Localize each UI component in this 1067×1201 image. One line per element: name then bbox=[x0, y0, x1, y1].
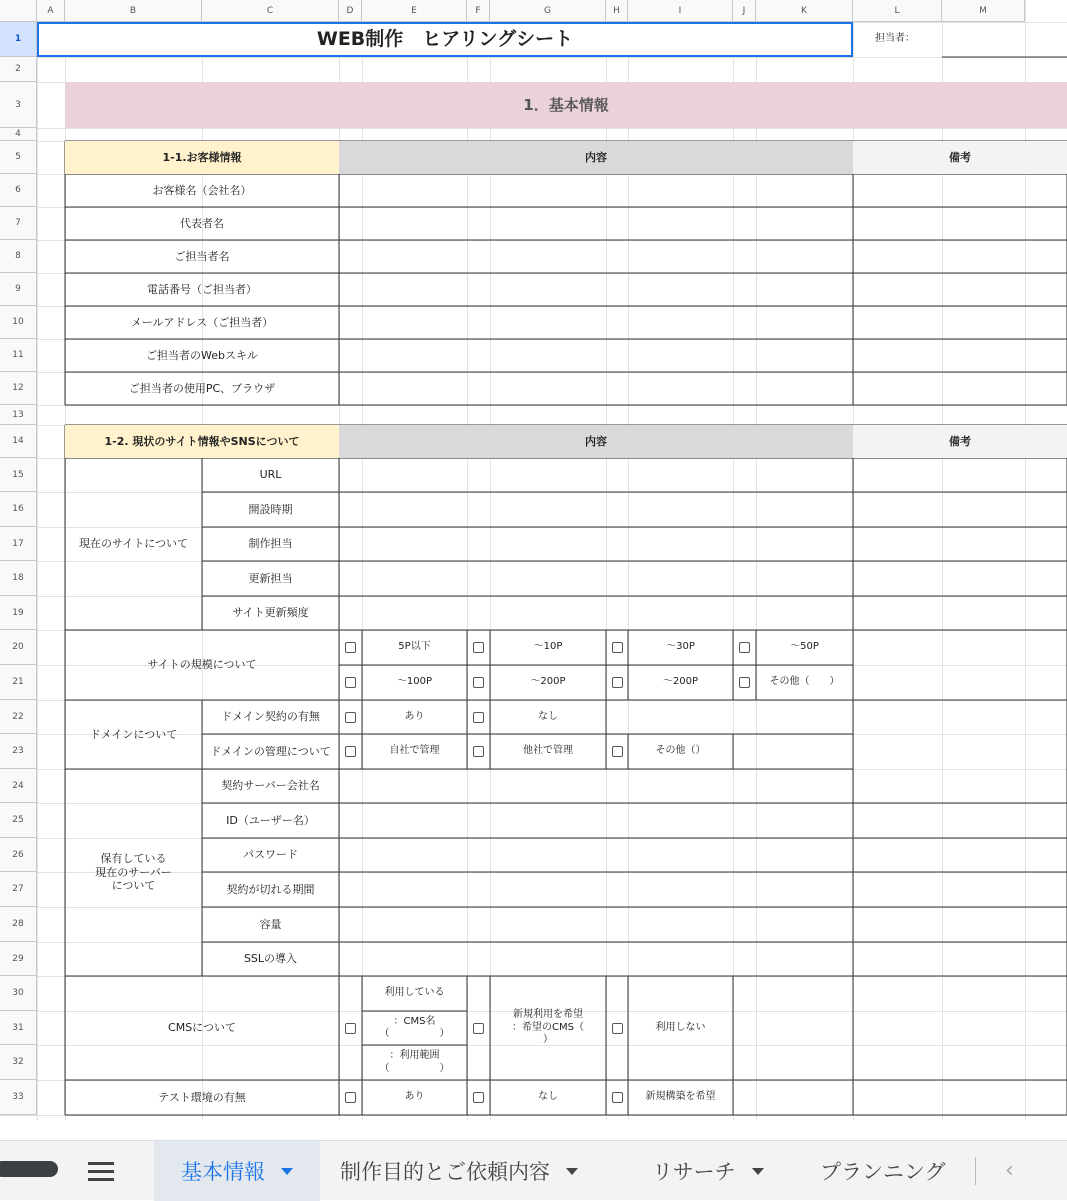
checkbox[interactable] bbox=[612, 1092, 623, 1103]
checkbox[interactable] bbox=[345, 712, 356, 723]
chevron-down-icon[interactable] bbox=[281, 1168, 293, 1175]
row-header[interactable]: 33 bbox=[0, 1080, 37, 1115]
domain-contract-label-text: ドメイン契約の有無 bbox=[221, 710, 320, 724]
row-header[interactable]: 14 bbox=[0, 425, 37, 458]
column-header[interactable]: K bbox=[756, 0, 853, 22]
tab-label: 基本情報 bbox=[181, 1160, 265, 1184]
tab-planning[interactable] bbox=[820, 1141, 946, 1201]
current-site-item[interactable] bbox=[202, 458, 339, 492]
row-header[interactable]: 5 bbox=[0, 141, 37, 174]
current-site-item[interactable] bbox=[202, 561, 339, 596]
all-sheets-menu-icon[interactable] bbox=[88, 1160, 114, 1182]
current-site-label[interactable] bbox=[65, 458, 202, 630]
domain-manage-option[interactable] bbox=[490, 734, 606, 769]
row-header[interactable]: 9 bbox=[0, 273, 37, 306]
cms-new-text: 新規利用を希望 ：希望のCMS（ ） bbox=[512, 1009, 584, 1046]
customer-field-notes[interactable] bbox=[853, 273, 1067, 306]
row-header[interactable]: 28 bbox=[0, 907, 37, 942]
column-header[interactable]: J bbox=[733, 0, 756, 22]
tab-label: 制作目的とご依頼内容 bbox=[340, 1160, 550, 1184]
test-env-label[interactable] bbox=[65, 1080, 339, 1115]
customer-field-notes[interactable] bbox=[853, 207, 1067, 240]
server-item-text: 契約サーバー会社名 bbox=[221, 779, 320, 793]
tab-label: プランニング bbox=[820, 1160, 946, 1184]
row-header[interactable]: 32 bbox=[0, 1045, 37, 1080]
cms-none-text: 利用しない bbox=[655, 1021, 706, 1033]
row-header[interactable]: 21 bbox=[0, 665, 37, 700]
cms-scope-text: ：利用範囲 （ ） bbox=[379, 1050, 450, 1074]
row-header[interactable]: 7 bbox=[0, 207, 37, 240]
customer-field-input[interactable] bbox=[339, 273, 853, 306]
current-site-item[interactable] bbox=[202, 527, 339, 561]
scale-option-text: 〜10P bbox=[533, 641, 563, 653]
customer-field-notes[interactable] bbox=[853, 174, 1067, 207]
domain-manage-option[interactable] bbox=[628, 734, 733, 769]
row-header[interactable]: 12 bbox=[0, 372, 37, 405]
test-option[interactable] bbox=[362, 1080, 467, 1115]
row-header[interactable]: 20 bbox=[0, 630, 37, 665]
domain-contract-option-text: あり bbox=[404, 710, 425, 722]
domain-label[interactable] bbox=[65, 700, 202, 769]
content-header[interactable] bbox=[339, 141, 853, 174]
customer-field-label-text: 代表者名 bbox=[180, 216, 224, 230]
notes-header[interactable] bbox=[853, 425, 1067, 458]
checkbox[interactable] bbox=[612, 746, 623, 757]
checkbox[interactable] bbox=[345, 1023, 356, 1034]
current-site-label-text: 現在のサイトについて bbox=[78, 537, 188, 551]
row-header[interactable]: 1 bbox=[0, 22, 37, 57]
customer-field-label[interactable] bbox=[65, 372, 339, 405]
sheet-title[interactable] bbox=[37, 22, 853, 57]
content-header-text: 内容 bbox=[585, 150, 607, 164]
domain-contract-option[interactable] bbox=[362, 700, 467, 734]
row-header[interactable]: 8 bbox=[0, 240, 37, 273]
customer-header-text: 1-1.お客様情報 bbox=[162, 150, 242, 164]
server-item[interactable] bbox=[202, 803, 339, 838]
customer-field-label[interactable] bbox=[65, 207, 339, 240]
assignee-label-text: 担当者： bbox=[875, 33, 915, 45]
section-title-text: 1．基本情報 bbox=[523, 95, 609, 114]
current-site-item[interactable] bbox=[202, 492, 339, 527]
server-label-text: 保有している 現在のサーバー について bbox=[95, 851, 172, 893]
scale-option[interactable] bbox=[490, 665, 606, 700]
scroll-left-icon[interactable]: ‹ bbox=[1005, 1158, 1014, 1183]
customer-field-notes[interactable] bbox=[853, 339, 1067, 372]
content-header-text: 内容 bbox=[585, 434, 607, 448]
row-header[interactable]: 26 bbox=[0, 838, 37, 872]
scale-option-text: 〜100P bbox=[396, 676, 433, 688]
domain-contract-option[interactable] bbox=[490, 700, 606, 734]
notes-header[interactable] bbox=[853, 141, 1067, 174]
chevron-down-icon[interactable] bbox=[566, 1168, 578, 1175]
domain-manage-label[interactable] bbox=[202, 734, 339, 769]
customer-header[interactable] bbox=[65, 141, 339, 174]
column-header[interactable]: I bbox=[628, 0, 733, 22]
column-header[interactable]: D bbox=[339, 0, 362, 22]
checkbox[interactable] bbox=[612, 677, 623, 688]
customer-field-label-text: メールアドレス（ご担当者） bbox=[130, 315, 274, 329]
scale-option[interactable] bbox=[490, 630, 606, 665]
checkbox[interactable] bbox=[739, 677, 750, 688]
content-header[interactable] bbox=[339, 425, 853, 458]
customer-field-label-text: ご担当者の使用PC、ブラウザ bbox=[128, 381, 276, 395]
row-header[interactable]: 25 bbox=[0, 803, 37, 838]
cms-name-text: ：CMS名 （ ） bbox=[379, 1015, 450, 1039]
row-header[interactable]: 16 bbox=[0, 492, 37, 527]
scale-option[interactable] bbox=[362, 665, 467, 700]
site-scale-label-text: サイトの規模について bbox=[147, 658, 257, 672]
cms-using[interactable] bbox=[362, 976, 467, 1011]
row-header[interactable]: 30 bbox=[0, 976, 37, 1011]
customer-field-input[interactable] bbox=[339, 240, 853, 273]
cms-scope[interactable] bbox=[362, 1045, 467, 1080]
server-item-text: 契約が切れる期間 bbox=[226, 882, 315, 896]
section-title[interactable] bbox=[65, 82, 1067, 128]
scrollbar-thumb[interactable] bbox=[0, 1161, 58, 1177]
customer-field-label-text: 電話番号（ご担当者） bbox=[147, 282, 257, 296]
customer-field-label-text: ご担当者のWebスキル bbox=[146, 348, 258, 362]
row-header[interactable]: 2 bbox=[0, 57, 37, 82]
sheet-tab-bar bbox=[0, 1140, 1067, 1200]
assignee-label[interactable] bbox=[853, 22, 942, 57]
test-option-text: なし bbox=[538, 1091, 558, 1103]
select-all-corner[interactable] bbox=[0, 0, 37, 22]
column-header[interactable]: A bbox=[37, 0, 65, 22]
site-header[interactable] bbox=[65, 425, 339, 458]
scale-option[interactable] bbox=[628, 665, 733, 700]
server-item-text: SSLの導入 bbox=[243, 952, 298, 966]
cms-name[interactable] bbox=[362, 1011, 467, 1045]
cms-none[interactable] bbox=[628, 976, 733, 1080]
test-option-text: あり bbox=[404, 1091, 425, 1103]
row-header[interactable]: 6 bbox=[0, 174, 37, 207]
tab-divider bbox=[975, 1157, 976, 1185]
scale-option-text: 〜200P bbox=[530, 676, 566, 688]
domain-manage-option-text: その他（） bbox=[655, 745, 706, 757]
checkbox[interactable] bbox=[739, 642, 750, 653]
server-label[interactable] bbox=[65, 769, 202, 976]
checkbox[interactable] bbox=[473, 677, 484, 688]
current-site-item-text: 開設時期 bbox=[248, 502, 293, 516]
domain-manage-option-text: 自社で管理 bbox=[389, 745, 440, 757]
customer-field-input[interactable] bbox=[339, 339, 853, 372]
tab-purpose[interactable] bbox=[340, 1141, 578, 1201]
column-header[interactable]: L bbox=[853, 0, 942, 22]
row-header[interactable]: 31 bbox=[0, 1011, 37, 1045]
test-option[interactable] bbox=[490, 1080, 606, 1115]
cms-label[interactable] bbox=[65, 976, 339, 1080]
customer-field-label[interactable] bbox=[65, 339, 339, 372]
customer-field-label[interactable] bbox=[65, 240, 339, 273]
row-header[interactable]: 23 bbox=[0, 734, 37, 769]
checkbox[interactable] bbox=[473, 1092, 484, 1103]
checkbox[interactable] bbox=[345, 746, 356, 757]
notes-header-text: 備考 bbox=[949, 434, 971, 448]
scale-option-text: 〜200P bbox=[662, 676, 699, 688]
scale-option-text: 〜50P bbox=[790, 641, 819, 653]
current-site-item-text: サイト更新頻度 bbox=[232, 606, 309, 620]
row-header[interactable]: 22 bbox=[0, 700, 37, 734]
test-env-label-text: テスト環境の有無 bbox=[158, 1090, 246, 1104]
current-site-item[interactable] bbox=[202, 596, 339, 630]
scale-option[interactable] bbox=[362, 630, 467, 665]
server-item-text: パスワード bbox=[243, 848, 298, 862]
column-header[interactable]: M bbox=[942, 0, 1025, 22]
customer-field-notes[interactable] bbox=[853, 240, 1067, 273]
server-item-text: ID（ユーザー名） bbox=[226, 813, 315, 827]
row-header[interactable]: 27 bbox=[0, 872, 37, 907]
row-header[interactable]: 17 bbox=[0, 527, 37, 561]
row-header[interactable]: 29 bbox=[0, 942, 37, 976]
scale-option-text: 〜30P bbox=[666, 641, 695, 653]
customer-field-label[interactable] bbox=[65, 273, 339, 306]
current-site-item-text: 更新担当 bbox=[248, 571, 293, 585]
notes-header-text: 備考 bbox=[949, 150, 971, 164]
row-header[interactable]: 24 bbox=[0, 769, 37, 803]
checkbox[interactable] bbox=[473, 642, 484, 653]
row-header[interactable]: 3 bbox=[0, 82, 37, 128]
domain-contract-option-text: なし bbox=[538, 710, 558, 722]
domain-label-text: ドメインについて bbox=[89, 727, 178, 741]
row-header[interactable]: 15 bbox=[0, 458, 37, 492]
site-header-text: 1-2. 現状のサイト情報やSNSについて bbox=[104, 434, 300, 448]
customer-field-notes[interactable] bbox=[853, 306, 1067, 339]
customer-field-label[interactable] bbox=[65, 306, 339, 339]
customer-field-input[interactable] bbox=[339, 306, 853, 339]
scale-option-text: 5P以下 bbox=[398, 641, 431, 653]
scale-option[interactable] bbox=[756, 630, 853, 665]
column-header[interactable]: H bbox=[606, 0, 628, 22]
row-header[interactable]: 18 bbox=[0, 561, 37, 596]
row-header[interactable]: 11 bbox=[0, 339, 37, 372]
server-item[interactable] bbox=[202, 907, 339, 942]
server-item[interactable] bbox=[202, 838, 339, 872]
current-site-item-text: URL bbox=[259, 468, 282, 482]
column-header[interactable]: G bbox=[490, 0, 606, 22]
tab-research[interactable] bbox=[652, 1141, 764, 1201]
domain-manage-option-text: 他社で管理 bbox=[523, 745, 573, 757]
test-option[interactable] bbox=[628, 1080, 733, 1115]
test-option-text: 新規構築を希望 bbox=[645, 1091, 716, 1103]
customer-field-label-text: お客様名（会社名） bbox=[152, 183, 252, 197]
checkbox[interactable] bbox=[345, 642, 356, 653]
server-item-text: 容量 bbox=[259, 917, 282, 931]
checkbox[interactable] bbox=[345, 677, 356, 688]
column-header[interactable]: B bbox=[65, 0, 202, 22]
tab-basic-info[interactable] bbox=[154, 1141, 320, 1201]
checkbox[interactable] bbox=[473, 1023, 484, 1034]
customer-field-label-text: ご担当者名 bbox=[174, 249, 230, 263]
checkbox[interactable] bbox=[473, 746, 484, 757]
customer-field-input[interactable] bbox=[339, 372, 853, 405]
horizontal-scroll-area[interactable] bbox=[0, 1120, 1067, 1140]
column-header[interactable]: F bbox=[467, 0, 490, 22]
scale-option-text: その他（ ） bbox=[769, 676, 840, 688]
cms-label-text: CMSについて bbox=[168, 1021, 236, 1035]
sheet-title-text: WEB制作 ヒアリングシート bbox=[316, 27, 574, 50]
customer-field-input[interactable] bbox=[339, 174, 853, 207]
scale-option[interactable] bbox=[628, 630, 733, 665]
column-header[interactable]: E bbox=[362, 0, 467, 22]
customer-field-notes[interactable] bbox=[853, 372, 1067, 405]
checkbox[interactable] bbox=[612, 642, 623, 653]
row-header[interactable]: 13 bbox=[0, 405, 37, 425]
server-item[interactable] bbox=[202, 769, 339, 803]
chevron-down-icon[interactable] bbox=[752, 1168, 764, 1175]
checkbox[interactable] bbox=[612, 1023, 623, 1034]
row-header[interactable]: 4 bbox=[0, 128, 37, 141]
customer-field-label[interactable] bbox=[65, 174, 339, 207]
scale-option[interactable] bbox=[756, 665, 853, 700]
row-header[interactable]: 10 bbox=[0, 306, 37, 339]
domain-manage-option[interactable] bbox=[362, 734, 467, 769]
row-header[interactable]: 19 bbox=[0, 596, 37, 630]
domain-contract-label[interactable] bbox=[202, 700, 339, 734]
checkbox[interactable] bbox=[345, 1092, 356, 1103]
domain-manage-label-text: ドメインの管理について bbox=[210, 744, 331, 758]
cms-new[interactable] bbox=[490, 976, 606, 1080]
server-item[interactable] bbox=[202, 942, 339, 976]
server-item[interactable] bbox=[202, 872, 339, 907]
tab-label: リサーチ bbox=[652, 1160, 736, 1184]
current-site-item-text: 制作担当 bbox=[248, 537, 293, 551]
site-scale-label[interactable] bbox=[65, 630, 339, 700]
column-header[interactable]: C bbox=[202, 0, 339, 22]
customer-field-input[interactable] bbox=[339, 207, 853, 240]
checkbox[interactable] bbox=[473, 712, 484, 723]
cms-using-text: 利用している bbox=[384, 987, 445, 999]
